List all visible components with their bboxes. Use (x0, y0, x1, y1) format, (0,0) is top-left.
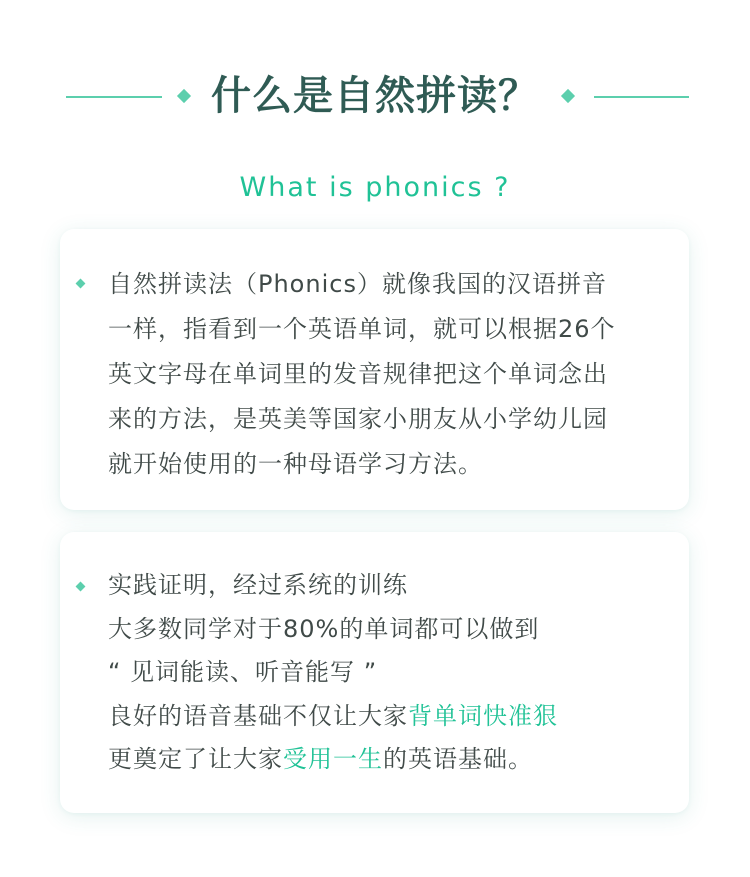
text-line (108, 738, 678, 782)
text-line: 就开始使用的一种母语学习方法。 (108, 450, 483, 478)
text-line: 实践证明，经过系统的训练 (108, 571, 408, 599)
text-line: 大多数同学对于80%的单词都可以做到 (108, 614, 540, 643)
diamond-icon (561, 89, 575, 103)
phonics-benefits-card (60, 532, 689, 813)
text-line: 一样，指看到一个英语单词，就可以根据26个 (108, 315, 616, 343)
text-line: “ 见词能读、听音能写 ” (108, 658, 378, 686)
definition-text (108, 262, 678, 487)
page-title: 什么是自然拼读？ (211, 73, 539, 119)
header-right-line (594, 96, 689, 98)
diamond-bullet-icon (76, 582, 86, 592)
text-line: 英文字母在单词里的发音规律把这个单词念出 (108, 360, 608, 388)
phonics-definition-card (60, 229, 689, 510)
benefits-text (108, 564, 678, 782)
section-header (0, 62, 750, 132)
diamond-bullet-icon (76, 279, 86, 289)
text-line (108, 695, 678, 739)
text-segment: 良好的语音基础不仅让大家 (108, 701, 408, 730)
page-subtitle: What is phonics ? (239, 172, 511, 203)
highlight-text: 受用一生 (283, 745, 383, 773)
text-line: 自然拼读法（Phonics）就像我国的汉语拼音 (108, 270, 607, 298)
text-segment: 更奠定了让大家 (108, 745, 283, 773)
text-segment: 的英语基础。 (383, 745, 533, 773)
diamond-icon (177, 89, 191, 103)
highlight-text: 背单词快准狠 (408, 701, 558, 730)
text-line: 来的方法，是英美等国家小朋友从小学幼儿园 (108, 405, 608, 433)
header-left-line (66, 96, 162, 98)
